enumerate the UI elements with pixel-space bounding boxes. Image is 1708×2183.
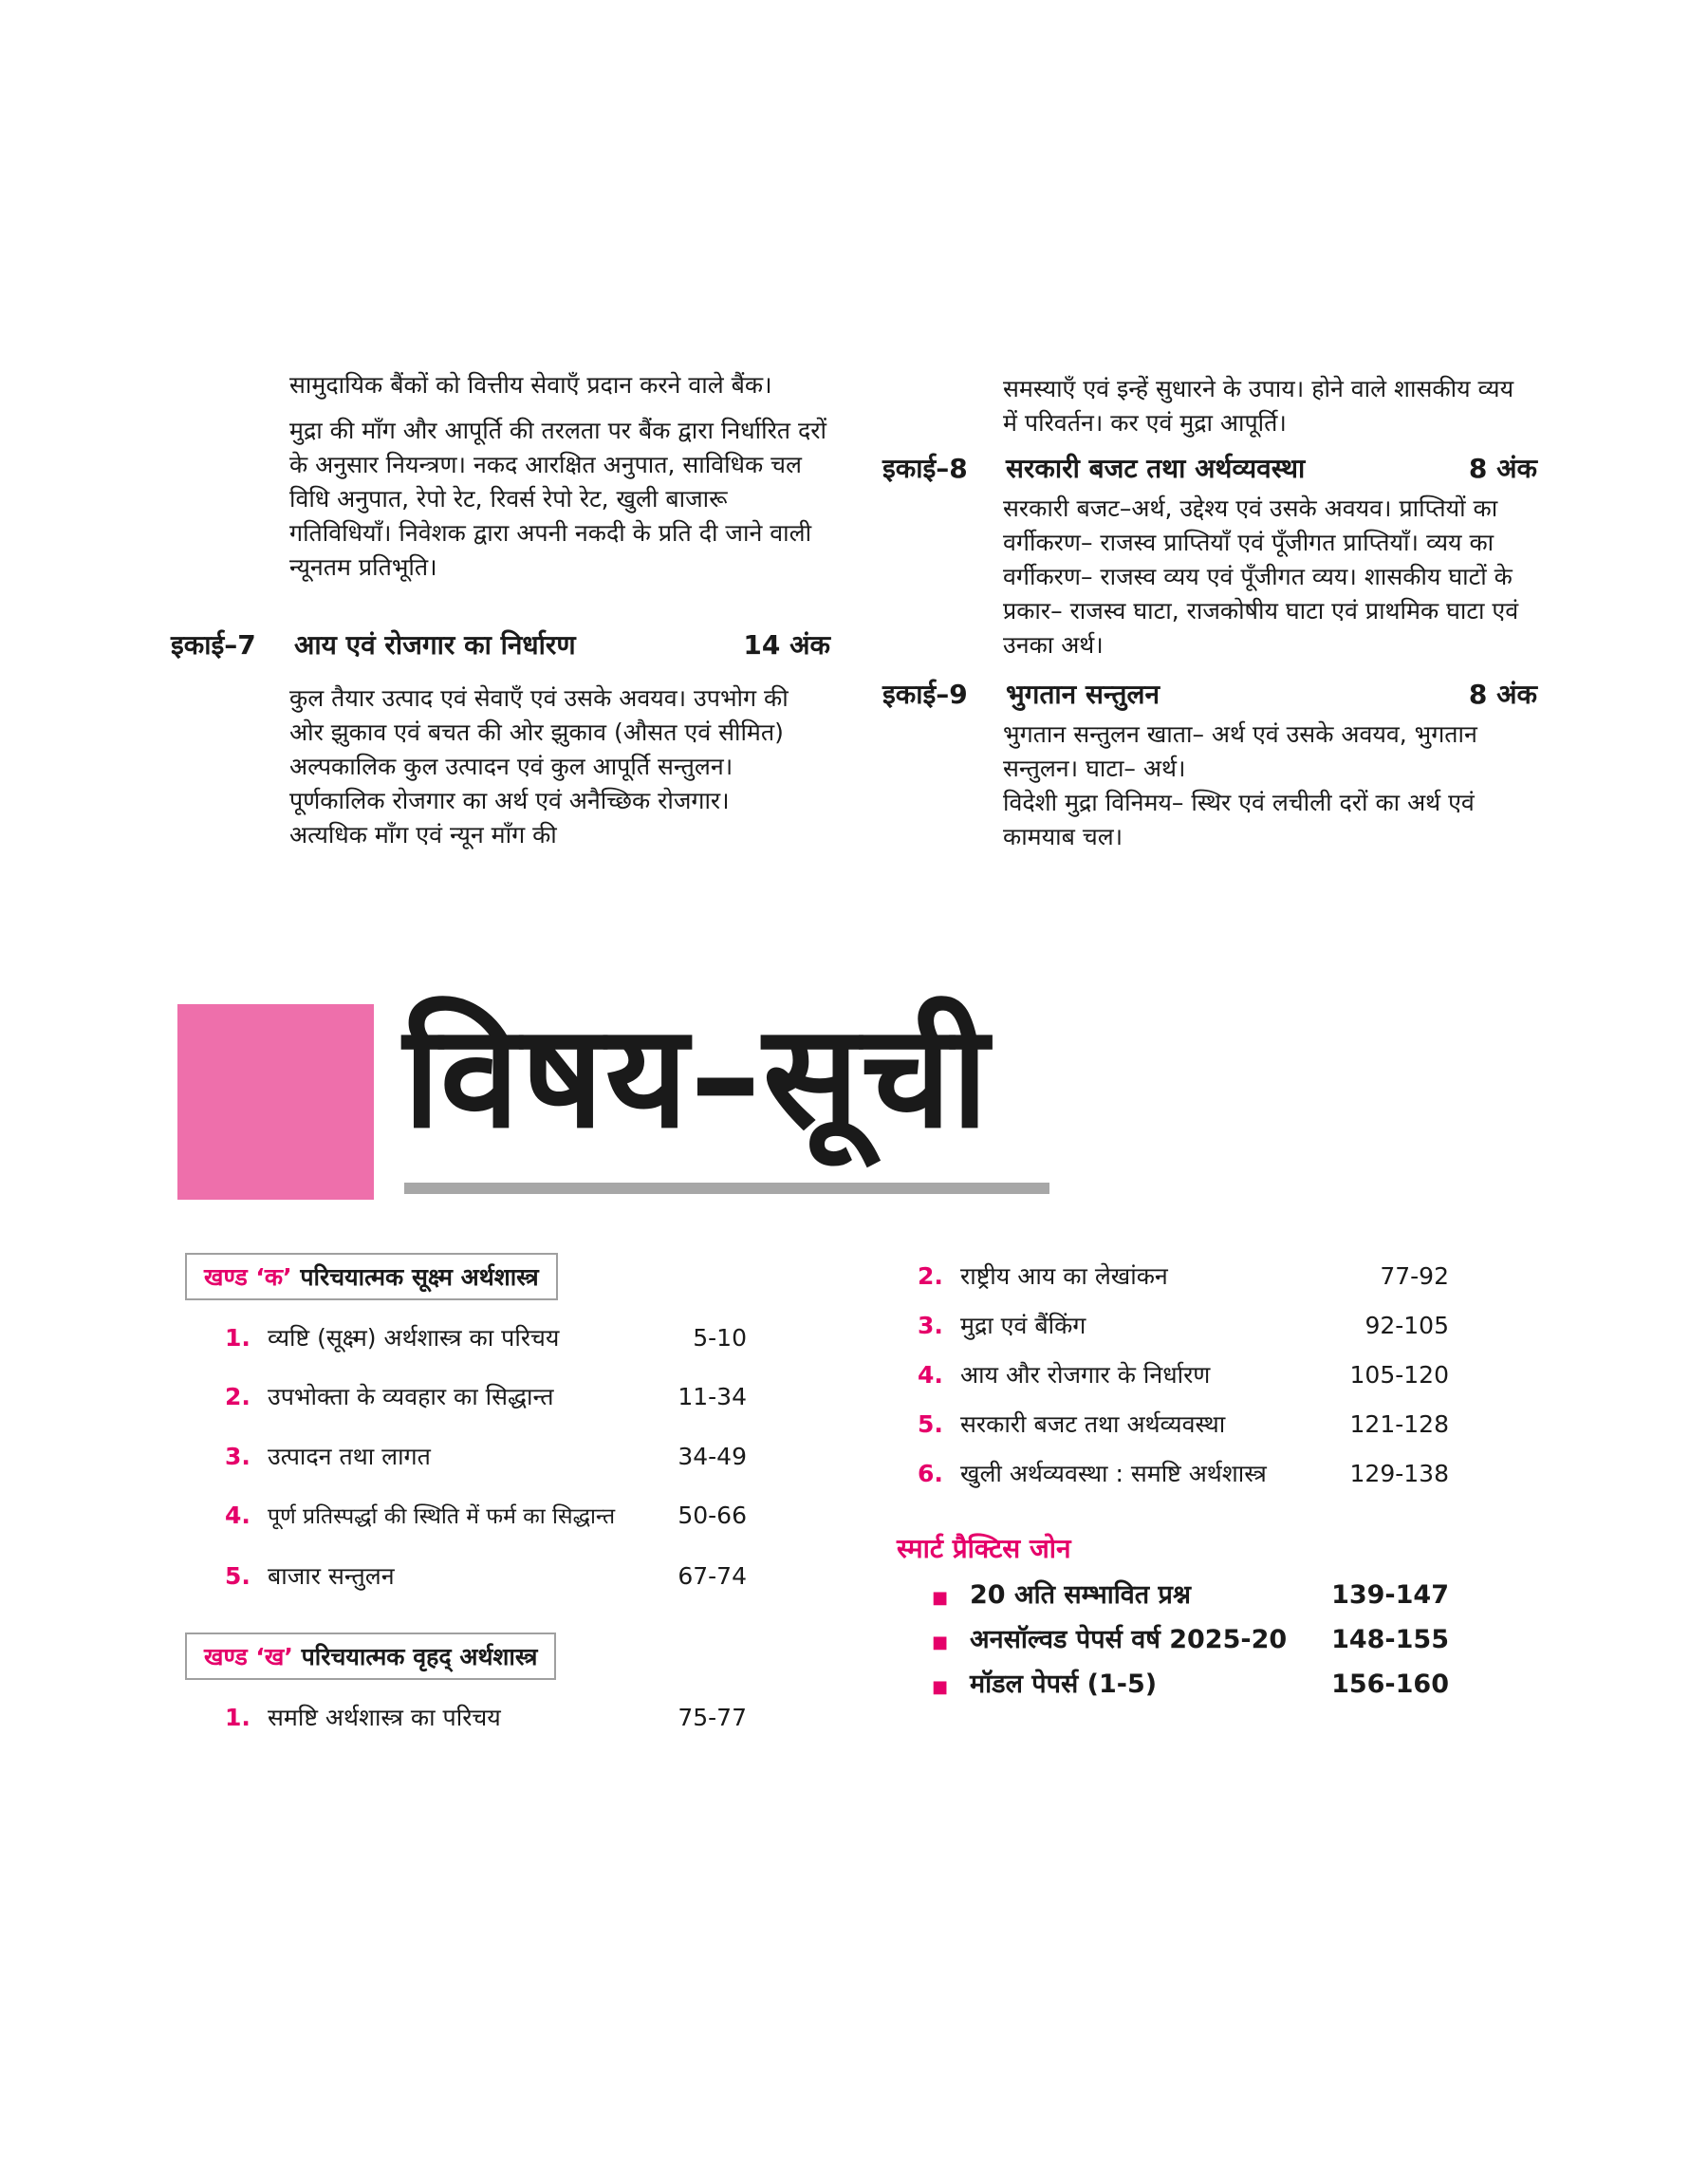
toc-entry-title: समष्टि अर्थशास्त्र का परिचय <box>268 1704 501 1731</box>
unit-title: आय एवं रोजगार का निर्धारण <box>294 629 576 661</box>
toc-pages: 11-34 <box>678 1383 747 1410</box>
smart-item-title: 20 अति सम्भावित प्रश्न <box>970 1580 1191 1610</box>
toc-entry-title: व्यष्टि (सूक्ष्म) अर्थशास्त्र का परिचय <box>268 1324 560 1352</box>
unit-8-heading <box>882 450 1537 486</box>
toc-number: 1. <box>225 1704 251 1731</box>
toc-entry[interactable] <box>225 1440 747 1472</box>
toc-entry[interactable] <box>918 1457 1449 1489</box>
square-bullet-icon: ■ <box>932 1633 949 1652</box>
unit-code: इकाई–8 <box>882 453 968 484</box>
toc-entry-title: सरकारी बजट तथा अर्थव्यवस्था <box>960 1410 1226 1438</box>
toc-entry-title: खुली अर्थव्यवस्था : समष्टि अर्थशास्त्र <box>960 1460 1267 1487</box>
section-label: खण्ड ‘क’ <box>204 1263 292 1291</box>
toc-pages: 77-92 <box>1380 1262 1449 1290</box>
unit-code: इकाई–7 <box>171 629 256 661</box>
section-title: परिचयात्मक सूक्ष्म अर्थशास्त्र <box>300 1263 539 1291</box>
unit-9-heading <box>882 676 1537 712</box>
toc-entry-title: मुद्रा एवं बैंकिंग <box>960 1312 1086 1339</box>
smart-item-title: अनसॉल्वड पेपर्स वर्ष 2025-20 <box>970 1625 1288 1654</box>
unit-marks: 8 अंक <box>1468 453 1537 484</box>
smart-zone-item[interactable] <box>932 1620 1449 1655</box>
section-a-header <box>185 1253 558 1300</box>
syllabus-right-top-text: समस्याएँ एवं इन्हें सुधारने के उपाय। होने वाले शासकीय व्यय में परिवर्तन। कर एवं मुद्रा आपूर्ति। <box>1003 375 1514 437</box>
smart-zone-item[interactable] <box>932 1665 1449 1700</box>
smart-item-pages: 148-155 <box>1331 1625 1449 1654</box>
toc-entry[interactable] <box>225 1321 747 1353</box>
toc-number: 5. <box>918 1410 943 1438</box>
unit-9-text: विदेशी मुद्रा विनिमय– स्थिर एवं लचीली दरों का अर्थ एवं कामयाब चल। <box>1003 789 1475 850</box>
toc-entry[interactable] <box>918 1259 1449 1292</box>
toc-pages: 105-120 <box>1349 1361 1449 1389</box>
unit-title: भुगतान सन्तुलन <box>1006 679 1160 710</box>
toc-pages: 50-66 <box>678 1502 747 1529</box>
toc-entry-title: आय और रोजगार के निर्धारण <box>960 1361 1211 1389</box>
section-b-header <box>185 1633 556 1680</box>
toc-entry[interactable] <box>225 1500 747 1530</box>
decorative-pink-block <box>177 1004 374 1200</box>
toc-entry-title: उत्पादन तथा लागत <box>268 1443 431 1470</box>
toc-number: 4. <box>225 1502 251 1529</box>
section-title: परिचयात्मक वृहद् अर्थशास्त्र <box>301 1643 538 1670</box>
toc-entry-title: पूर्ण प्रतिस्पर्द्धा की स्थिति में फर्म का सिद्धान्त <box>268 1504 616 1529</box>
smart-zone-heading: स्मार्ट प्रैक्टिस जोन <box>897 1533 1071 1564</box>
toc-entry[interactable] <box>918 1408 1449 1440</box>
toc-entry[interactable] <box>918 1358 1449 1390</box>
toc-pages: 121-128 <box>1349 1410 1449 1438</box>
toc-pages: 92-105 <box>1365 1312 1449 1339</box>
toc-entry[interactable] <box>225 1380 747 1412</box>
toc-entry[interactable] <box>225 1701 747 1733</box>
toc-pages: 129-138 <box>1349 1460 1449 1487</box>
toc-number: 2. <box>918 1262 943 1290</box>
smart-item-pages: 139-147 <box>1331 1580 1449 1610</box>
toc-pages: 67-74 <box>678 1562 747 1590</box>
toc-number: 5. <box>225 1562 251 1590</box>
toc-entry-title: उपभोक्ता के व्यवहार का सिद्धान्त <box>268 1383 554 1410</box>
toc-entry[interactable] <box>225 1559 747 1592</box>
square-bullet-icon: ■ <box>932 1588 949 1608</box>
syllabus-left-column <box>289 368 830 585</box>
toc-pages: 75-77 <box>678 1704 747 1731</box>
unit-title: सरकारी बजट तथा अर्थव्यवस्था <box>1006 453 1306 484</box>
unit-marks: 14 अंक <box>743 629 830 661</box>
toc-entry-title: राष्ट्रीय आय का लेखांकन <box>960 1262 1168 1290</box>
toc-number: 6. <box>918 1460 943 1487</box>
toc-pages: 5-10 <box>693 1324 747 1352</box>
unit-8-text: सरकारी बजट–अर्थ, उद्देश्य एवं उसके अवयव। प्राप्तियों का वर्गीकरण– राजस्व प्राप्तियाँ एवं पूँजीगत प्राप्तियाँ। व्यय का वर्गीकरण– राजस्व व्यय एवं पूँजीगत व्यय। शासकीय घाटों के प्रकार– राजस्व घाटा, राजकोषीय घाटा एवं प्राथमिक घाटा एवं उनका अर्थ। <box>1003 494 1519 659</box>
toc-entry[interactable] <box>918 1309 1449 1341</box>
syllabus-paragraph: मुद्रा की माँग और आपूर्ति की तरलता पर बैंक द्वारा निर्धारित दरों के अनुसार नियन्त्रण। नकद आरक्षित अनुपात, साविधिक चल विधि अनुपात, रेपो रेट, रिवर्स रेपो रेट, खुली बाजारू गतिविधियाँ। निवेशक द्वारा अपनी नकदी के प्रति दी जाने वाली न्यूनतम प्रतिभूति। <box>289 417 826 581</box>
section-label: खण्ड ‘ख’ <box>204 1643 293 1670</box>
toc-number: 3. <box>225 1443 251 1470</box>
square-bullet-icon: ■ <box>932 1677 949 1697</box>
unit-code: इकाई–9 <box>882 679 968 710</box>
toc-entry-title: बाजार सन्तुलन <box>268 1562 395 1590</box>
title-underline <box>404 1183 1049 1194</box>
toc-number: 2. <box>225 1383 251 1410</box>
toc-number: 1. <box>225 1324 251 1352</box>
unit-7-heading <box>171 626 830 662</box>
syllabus-paragraph: सामुदायिक बैंकों को वित्तीय सेवाएँ प्रदान करने वाले बैंक। <box>289 371 772 399</box>
smart-zone-item[interactable] <box>932 1576 1449 1611</box>
toc-pages: 34-49 <box>678 1443 747 1470</box>
unit-7-text: कुल तैयार उत्पाद एवं सेवाएँ एवं उसके अवयव। उपभोग की ओर झुकाव एवं बचत की ओर झुकाव (औसत एवं सीमित) अल्पकालिक कुल उत्पादन एवं कुल आपूर्ति सन्तुलन। पूर्णकालिक रोजगार का अर्थ एवं अनैच्छिक रोजगार। अत्यधिक माँग एवं न्यून माँग की <box>289 684 789 849</box>
toc-title: विषय–सूची <box>403 995 991 1160</box>
toc-number: 3. <box>918 1312 943 1339</box>
toc-number: 4. <box>918 1361 943 1389</box>
smart-item-title: मॉडल पेपर्स (1-5) <box>970 1670 1158 1699</box>
unit-9-text: भुगतान सन्तुलन खाता– अर्थ एवं उसके अवयव, भुगतान सन्तुलन। घाटा– अर्थ। <box>1003 720 1477 782</box>
smart-item-pages: 156-160 <box>1331 1670 1449 1699</box>
unit-marks: 8 अंक <box>1468 679 1537 710</box>
